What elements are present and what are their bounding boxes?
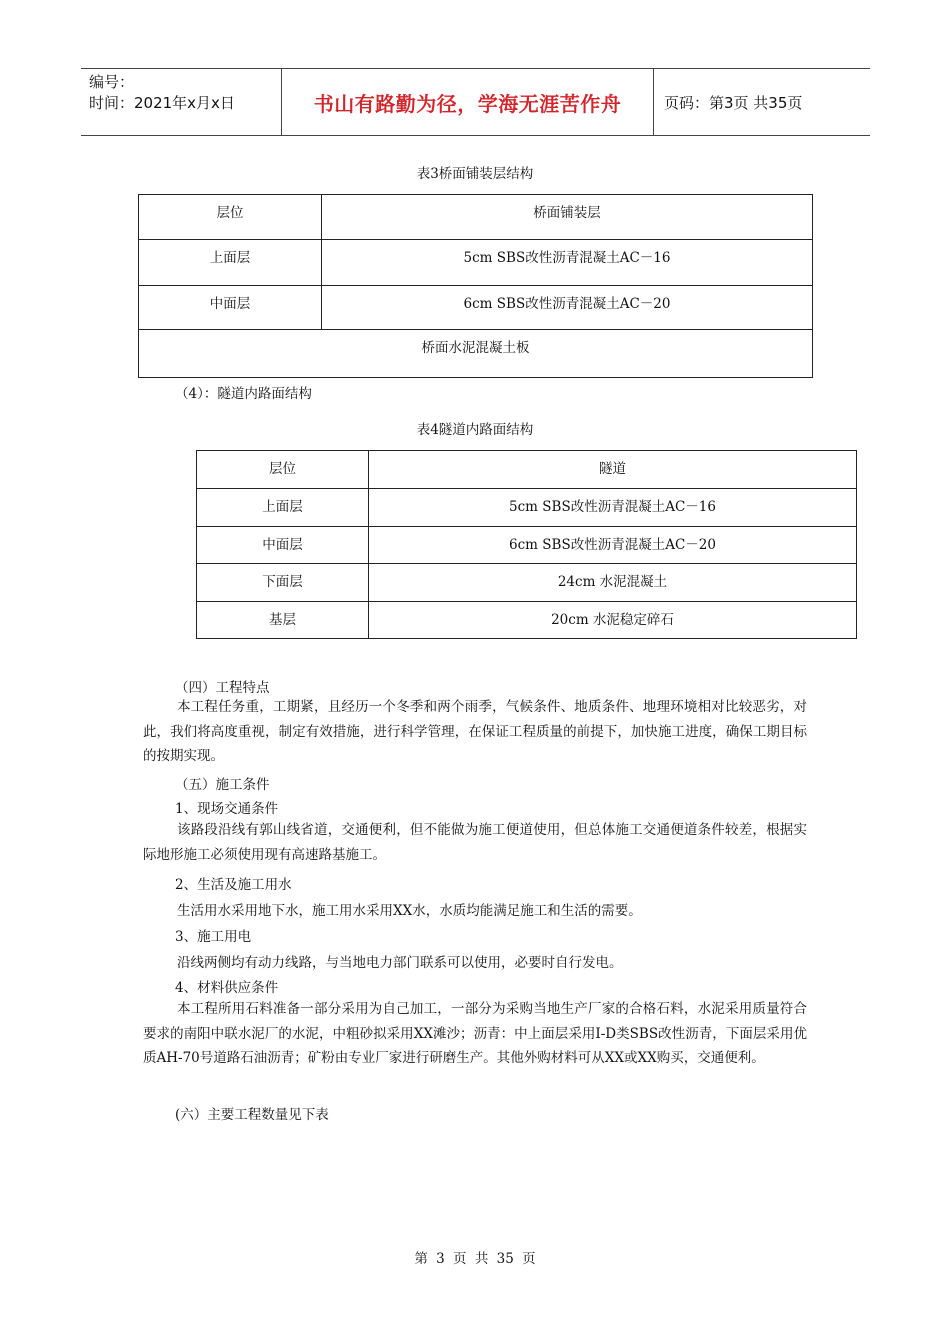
number-label: 编号： [89,73,135,91]
paragraph-5: 本工程所用石料准备一部分采用为自己加工，一部分为采购当地生产厂家的合格石料，水泥采用质量符合要求的南阳中联水泥厂的水泥，中粗砂拟采用XX滩沙；沥青：中上面层采用I-D类SBS改性沥青，下面层采用优质AH-70号道路石油沥青；矿粉由专业厂家进行研磨生产。其他外购材料可从XX或XX购买，交通便利。 [143,1001,807,1067]
table-row [139,195,813,240]
subheading-3: 3、施工用电 [175,929,252,945]
header-motto: 书山有路勤为径，学海无涯苦作舟 [282,69,654,135]
table-cell: 24cm 水泥混凝土 [369,564,857,602]
paragraph-2: 生活用水采用地下水，施工用水采用XX水，水质均能满足施工和生活的需要。 [177,903,642,919]
heading-5: （五）施工条件 [175,777,270,793]
subheading-4: 4、材料供应条件 [175,980,279,996]
header-page-label: 页码：第3页 共35页 [664,93,803,112]
table-row [139,240,813,286]
table-cell: 5cm SBS改性沥青混凝土AC－16 [369,489,857,527]
paragraph-4: 本工程任务重，工期紧，且经历一个冬季和两个雨季，气候条件、地质条件、地理环境相对比较恶劣，对此，我们将高度重视，制定有效措施，进行科学管理，在保证工程质量的前提下，加快施工进度，确保工期目标的按期实现。 [143,699,807,765]
table-cell: 桥面水泥混凝土板 [139,330,813,378]
table-row [139,330,813,378]
paragraph-1: 该路段沿线有郭山线省道，交通便利，但不能做为施工便道使用，但总体施工交通便道条件较差，根据实际地形施工必须使用现有高速路基施工。 [143,822,807,863]
table-cell: 6cm SBS改性沥青混凝土AC－20 [369,527,857,564]
table-header-cell: 层位 [139,195,322,240]
table3-caption: 表3桥面铺装层结构 [416,166,534,182]
subheading-2: 2、生活及施工用水 [175,877,292,893]
table-cell: 中面层 [139,286,322,330]
page-header [81,68,870,136]
table-cell: 下面层 [197,564,369,602]
page-footer: 第 3 页 共 35 页 [414,1251,536,1267]
table-row [197,489,857,527]
table4 [196,450,857,639]
table-header-cell: 隧道 [369,451,857,489]
paragraph-3: 沿线两侧均有动力线路，与当地电力部门联系可以使用，必要时自行发电。 [177,955,623,971]
table-cell: 上面层 [197,489,369,527]
table-cell: 基层 [197,602,369,639]
table-row [139,286,813,330]
table4-caption: 表4隧道内路面结构 [416,422,534,438]
table-row [197,564,857,602]
time-label: 时间：2021年x月x日 [89,94,235,112]
table-cell: 中面层 [197,527,369,564]
heading-4: （四）工程特点 [175,680,270,696]
table-cell: 20cm 水泥稳定碎石 [369,602,857,639]
table3 [138,194,813,378]
subheading-1: 1、现场交通条件 [175,801,279,817]
table-row [197,451,857,489]
table-cell: 6cm SBS改性沥青混凝土AC－20 [322,286,813,330]
table-row [197,602,857,639]
table-cell: 上面层 [139,240,322,286]
table-cell: 5cm SBS改性沥青混凝土AC－16 [322,240,813,286]
table-header-cell: 桥面铺装层 [322,195,813,240]
section4-label: （4）：隧道内路面结构 [175,386,312,402]
header-meta [81,69,282,135]
table-header-cell: 层位 [197,451,369,489]
table-row [197,527,857,564]
heading-6: (六）主要工程数量见下表 [175,1107,329,1123]
